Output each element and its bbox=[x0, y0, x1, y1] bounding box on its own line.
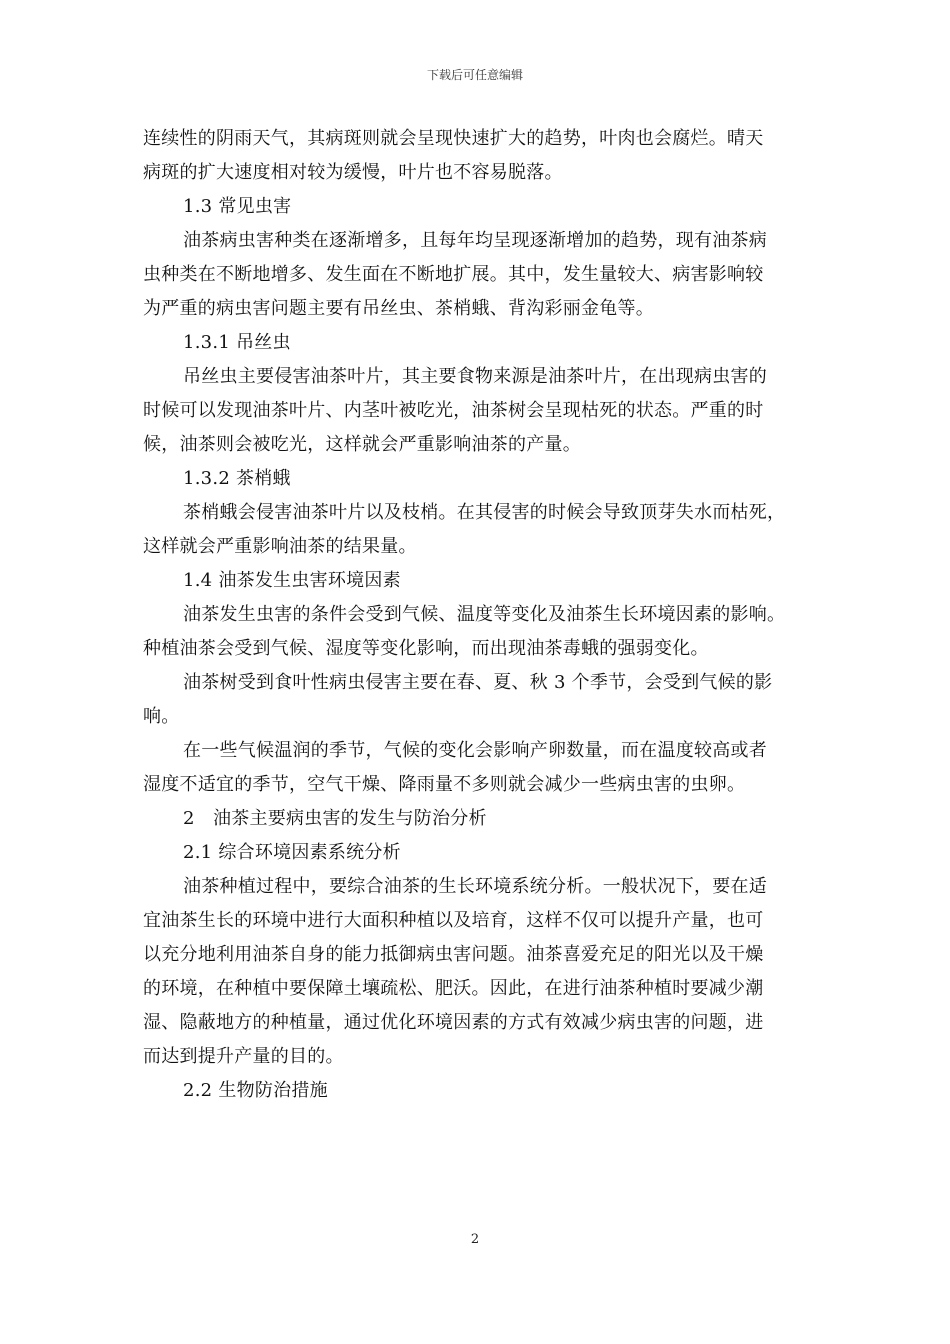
page-header: 下载后可任意编辑 bbox=[426, 68, 523, 82]
text-line: 油茶种植过程中，要综合油茶的生长环境系统分析。一般状况下，要在适 bbox=[183, 876, 767, 897]
text-line: 1.3 常见虫害 bbox=[183, 196, 292, 217]
text-line: 响。 bbox=[143, 706, 180, 727]
text-line: 2.1 综合环境因素系统分析 bbox=[183, 842, 401, 863]
text-line: 湿度不适宜的季节，空气干燥、降雨量不多则就会减少一些病虫害的虫卵。 bbox=[143, 774, 746, 795]
text-line: 虫种类在不断地增多、发生面在不断地扩展。其中，发生量较大、病害影响较 bbox=[143, 264, 764, 285]
text-line: 而达到提升产量的目的。 bbox=[143, 1046, 344, 1067]
document-body bbox=[143, 122, 809, 1108]
text-line: 以充分地利用油茶自身的能力抵御病虫害问题。油茶喜爱充足的阳光以及干燥 bbox=[143, 944, 764, 965]
text-line: 的环境，在种植中要保障土壤疏松、肥沃。因此，在进行油茶种植时要减少潮 bbox=[143, 978, 764, 999]
text-line: 病斑的扩大速度相对较为缓慢，叶片也不容易脱落。 bbox=[143, 162, 563, 183]
text-line: 种植油茶会受到气候、湿度等变化影响，而出现油茶毒蛾的强弱变化。 bbox=[143, 638, 709, 659]
text-line: 2 油茶主要病虫害的发生与防治分析 bbox=[183, 808, 487, 829]
text-line: 1.3.2 茶梢蛾 bbox=[183, 468, 291, 489]
text-line: 宜油茶生长的环境中进行大面积种植以及培育，这样不仅可以提升产量，也可 bbox=[143, 910, 764, 931]
text-line: 1.3.1 吊丝虫 bbox=[183, 332, 291, 353]
text-line: 这样就会严重影响油茶的结果量。 bbox=[143, 536, 417, 557]
text-line: 为严重的病虫害问题主要有吊丝虫、茶梢蛾、背沟彩丽金龟等。 bbox=[143, 298, 654, 319]
text-line: 候，油茶则会被吃光，这样就会严重影响油茶的产量。 bbox=[143, 434, 581, 455]
text-line: 2.2 生物防治措施 bbox=[183, 1080, 328, 1101]
text-line: 吊丝虫主要侵害油茶叶片，其主要食物来源是油茶叶片，在出现病虫害的 bbox=[183, 366, 767, 387]
text-line: 茶梢蛾会侵害油茶叶片以及枝梢。在其侵害的时候会导致顶芽失水而枯死， bbox=[183, 502, 786, 523]
text-line: 油茶发生虫害的条件会受到气候、温度等变化及油茶生长环境因素的影响。 bbox=[183, 604, 786, 625]
text-line: 油茶病虫害种类在逐渐增多，且每年均呈现逐渐增加的趋势，现有油茶病 bbox=[183, 230, 767, 251]
text-line: 油茶树受到食叶性病虫侵害主要在春、夏、秋 3 个季节，会受到气候的影 bbox=[183, 672, 773, 693]
text-line: 连续性的阴雨天气，其病斑则就会呈现快速扩大的趋势，叶肉也会腐烂。晴天 bbox=[143, 128, 764, 149]
text-line: 在一些气候温润的季节，气候的变化会影响产卵数量，而在温度较高或者 bbox=[183, 740, 767, 761]
page-number: 2 bbox=[470, 1232, 480, 1247]
text-line: 1.4 油茶发生虫害环境因素 bbox=[183, 570, 401, 591]
text-line: 湿、隐蔽地方的种植量，通过优化环境因素的方式有效减少病虫害的问题，进 bbox=[143, 1012, 764, 1033]
text-line: 时候可以发现油茶叶片、内茎叶被吃光，油茶树会呈现枯死的状态。严重的时 bbox=[143, 400, 764, 421]
